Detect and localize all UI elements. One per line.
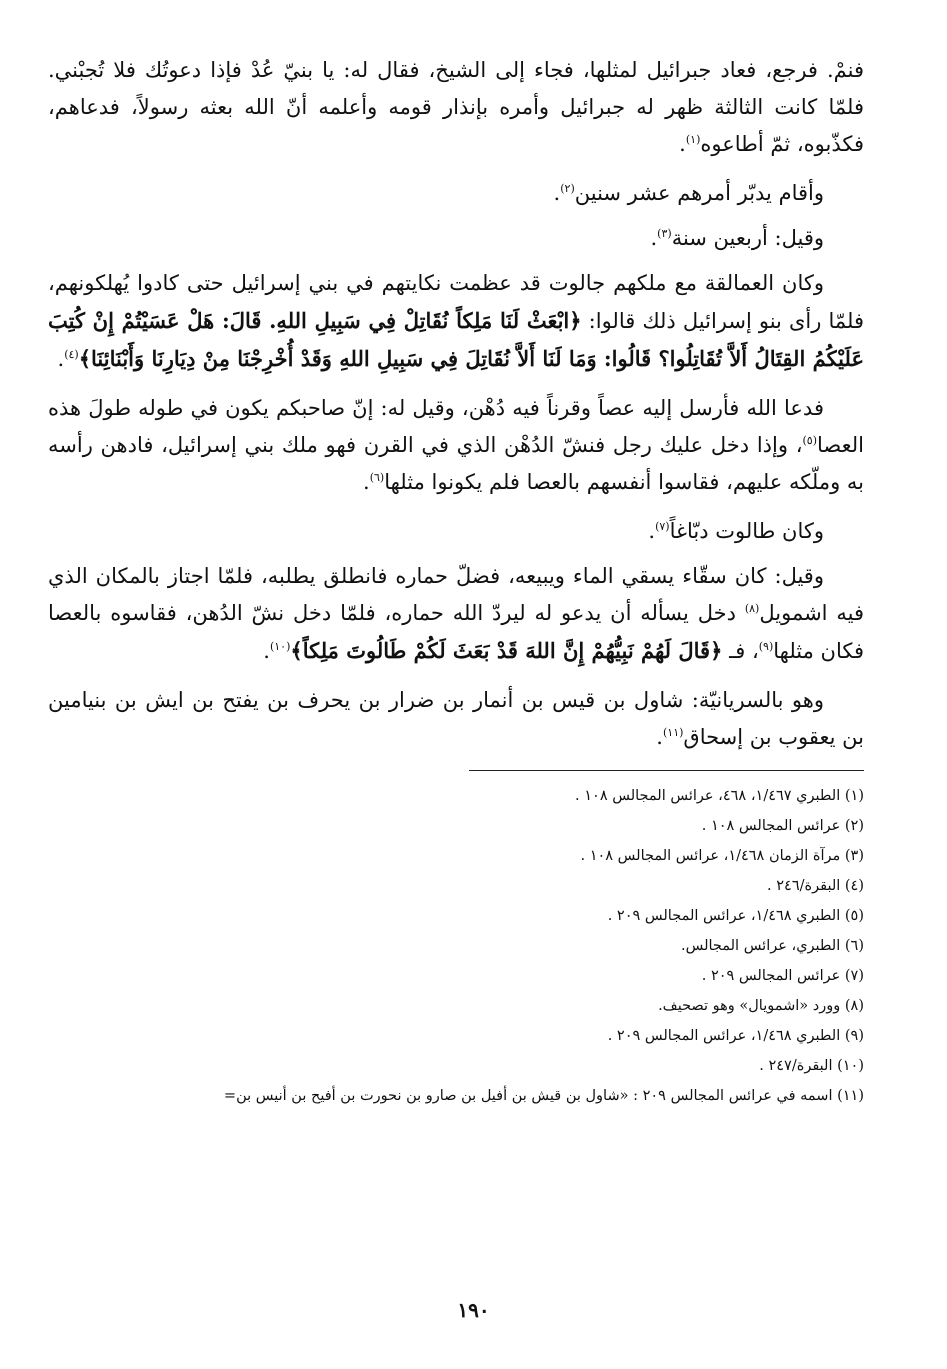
paragraph-text: وكان طالوت دبّاغاً xyxy=(669,519,824,543)
footnote-6: (٦) الطبري، عرائس المجالس. xyxy=(680,938,864,954)
punctuation: . xyxy=(553,181,561,205)
paragraph-1 xyxy=(48,52,864,163)
paragraph-text: وكان العمالقة مع ملكهم جالوت قد عظمت نكايتهم في بني إسرائيل حتى كادوا يُهلكونهم، فلمّا رأى بنو إسرائيل ذلك قالوا: xyxy=(48,271,865,333)
quran-verse: ﴿ابْعَثْ لَنَا مَلِكاً نُقَاتِلْ فِي سَبِيلِ اللهِ. قَالَ: هَلْ عَسَيْتُمْ إِنْ كُتِبَ عَلَيْكُمُ القِتَالُ أَلاَّ تُقَاتِلُوا؟ قَالُوا: وَمَا لَنَا أَلاَّ نُقَاتِلَ فِي سَبِيلِ اللهِ وَقَدْ أُخْرِجْنَا مِنْ دِيَارِنَا وَأَبْنَائِنَا﴾ xyxy=(48,308,864,371)
punctuation: . xyxy=(57,347,65,371)
footnote-ref: (١٠) xyxy=(269,640,291,653)
page-body xyxy=(48,52,864,1111)
footnote-ref: (١١) xyxy=(662,726,684,739)
footnote-ref: (١) xyxy=(685,133,701,146)
footnote-8: (٨) وورد «اشمويال» وهو تصحيف. xyxy=(658,998,864,1014)
footnote-3: (٣) مرآة الزمان ١/٤٦٨، عرائس المجالس ١٠٨ . xyxy=(580,848,864,864)
quran-verse: ﴿قَالَ لَهُمْ نَبِيُّهُمْ إِنَّ اللهَ قَدْ بَعَثَ لَكُمْ طَالُوتَ مَلِكاً﴾ xyxy=(290,638,723,663)
paragraph-text: ، فـ xyxy=(729,639,759,663)
paragraph-5 xyxy=(48,390,864,501)
footnote-ref: (٤) xyxy=(64,348,79,361)
footnote-ref: (٧) xyxy=(655,520,670,533)
paragraph-2 xyxy=(48,175,864,212)
footnote-ref: (٥) xyxy=(802,434,818,447)
footnote-10: (١٠) البقرة/٢٤٧ . xyxy=(759,1058,864,1074)
punctuation: . xyxy=(656,725,663,749)
page-number: ١٩٠ xyxy=(457,1298,490,1322)
footnote-ref: (٦) xyxy=(369,471,385,484)
paragraph-8 xyxy=(48,682,864,756)
paragraph-text: دخل يسأله أن يدعو له ليردّ الله حماره، فلمّا دخل نشّ الدُهن، فقاسوه بالعصا فكان مثلها xyxy=(48,601,864,663)
punctuation: . xyxy=(648,519,656,543)
footnote-ref: (٢) xyxy=(560,182,575,195)
paragraph-text: ، وإذا دخل عليك رجل فنشّ الدُهْن الذي في القرن فهو ملك بني إسرائيل، فادهن رأسه به وملّكه عليهم، فقاسوا أنفسهم بالعصا فلم يكونوا مثلها xyxy=(48,433,864,494)
footnote-ref: (٨) xyxy=(744,602,760,615)
footnote-ref: (٩) xyxy=(758,640,774,653)
paragraph-text: وهو بالسريانيّة: شاول بن قيس بن أنمار بن ضرار بن يحرف بن يفتح بن ايش بن بنيامين بن يعقوب بن إسحاق xyxy=(48,688,864,749)
footnote-7: (٧) عرائس المجالس ٢٠٩ . xyxy=(701,968,864,984)
footnote-5: (٥) الطبري ١/٤٦٨، عرائس المجالس ٢٠٩ . xyxy=(607,908,864,924)
footnote-11: (١١) اسمه في عرائس المجالس ٢٠٩ : «شاول بن قيش بن أفيل بن صارو بن نحورت بن أفيح بن أنيس بن= xyxy=(223,1088,864,1104)
paragraph-3 xyxy=(48,220,864,257)
footnote-4: (٤) البقرة/٢٤٦ . xyxy=(767,878,864,894)
footnote-1: (١) الطبري ١/٤٦٧، ٤٦٨، عرائس المجالس ١٠٨ . xyxy=(575,788,864,804)
paragraph-6 xyxy=(48,513,864,550)
footnote-ref: (٣) xyxy=(657,227,672,240)
punctuation: . xyxy=(679,132,686,156)
paragraph-text: وقيل: كان سقّاء يسقي الماء ويبيعه، فضلّ حماره فانطلق يطلبه، فلمّا اجتاز بالمكان الذي فيه اشمويل xyxy=(48,564,864,625)
footnote-2: (٢) عرائس المجالس ١٠٨ . xyxy=(701,818,864,834)
paragraph-7 xyxy=(48,558,864,670)
paragraph-4 xyxy=(48,265,864,378)
footnotes xyxy=(48,781,864,1111)
footnote-divider xyxy=(469,770,864,771)
paragraph-text: وقيل: أربعين سنة xyxy=(671,226,824,250)
punctuation: . xyxy=(263,639,270,663)
footnote-9: (٩) الطبري ١/٤٦٨، عرائس المجالس ٢٠٩ . xyxy=(607,1028,864,1044)
punctuation: . xyxy=(650,226,658,250)
paragraph-text: فدعا الله فأرسل إليه عصاً وقرناً فيه دُهْن، وقيل له: إنّ صاحبكم يكون في طوله طولَ هذه العصا xyxy=(48,396,864,457)
punctuation: . xyxy=(363,470,370,494)
paragraph-text: فنمْ. فرجع، فعاد جبرائيل لمثلها، فجاء إلى الشيخ، فقال له: يا بنيّ عُدْ فإذا دعوتُك فلا تُجبْني. فلمّا كانت الثالثة ظهر له جبرائيل وأمره بإنذار قومه وأعلمه أنّ الله بعثه رسولاً، فدعاهم، فكذّبوه، ثمّ أطاعوه xyxy=(48,58,864,156)
paragraph-text: وأقام يدبّر أمرهم عشر سنين xyxy=(574,181,824,205)
